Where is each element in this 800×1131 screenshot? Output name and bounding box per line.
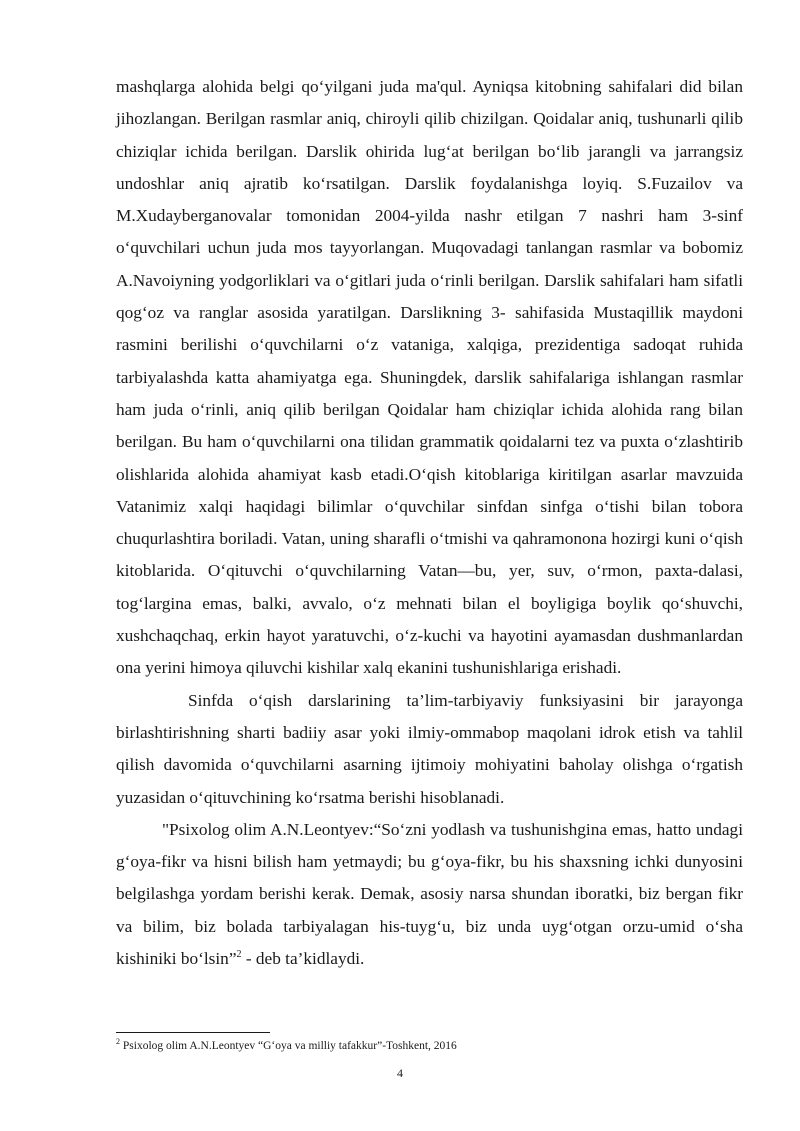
quote-text: "Psixolog olim A.N.Leontyev:“So‘zni yodlash va tushunishgina emas, hatto undagi g‘oya-fikr va hisni bilish ham yetmaydi; bu g‘oya-fikr, bu his shaxsning ichki dunyosini belgilashga yordam berishi kerak. Demak, asosiy narsa shundan iboratki, biz bergan fikr va bilim, biz bolada tarbiyalagan his-tuyg‘u, biz unda uyg‘otgan orzu-umid o‘sha kishiniki bo‘lsin” bbox=[116, 819, 743, 969]
body-paragraph-3-quote bbox=[116, 814, 743, 975]
footnote bbox=[116, 1039, 743, 1053]
page-number: 4 bbox=[397, 1066, 403, 1080]
document-body bbox=[116, 71, 743, 975]
footnote-text: Psixolog olim A.N.Leontyev “G‘oya va milliy tafakkur”-Toshkent, 2016 bbox=[120, 1040, 457, 1052]
body-paragraph-2: Sinfda o‘qish darslarining ta’lim-tarbiyaviy funksiyasini bir jarayonga birlashtirishning sharti badiiy asar yoki ilmiy-ommabop maqolani idrok etish va tahlil qilish davomida o‘quvchilarni asarning ijtimoiy mohiyatini baholay olishga o‘rgatish yuzasidan o‘qituvchining ko‘rsatma berishi hisoblanadi. bbox=[116, 690, 743, 807]
quote-attribution: - deb ta’kidlaydi. bbox=[241, 949, 365, 969]
footnote-reference: 2 bbox=[236, 949, 242, 961]
footnote-separator bbox=[116, 1032, 270, 1033]
footnote-number: 2 bbox=[116, 1037, 120, 1047]
body-paragraph-1: mashqlarga alohida belgi qo‘yilgani juda ma'qul. Ayniqsa kitobning sahifalari did bilan jihozlangan. Berilgan rasmlar aniq, chiroyli qilib chizilgan. Qoidalar aniq, tushunarli qilib chiziqlar ichida berilgan. Darslik ohirida lug‘at berilgan bo‘lib jarangli va jarrangsiz undoshlar aniq ajratib ko‘rsatilgan. Darslik foydalanishga loyiq. S.Fuzailov va M.Xudayberganovalar tomonidan 2004-yilda nashr etilgan 7 nashri ham 3-sinf o‘quvchilari uchun juda mos tayyorlangan. Muqovadagi tanlangan rasmlar va bobomiz A.Navoiyning yodgorliklari va o‘gitlari juda o‘rinli berilgan. Darslik sahifalari ham sifatli qog‘oz va ranglar asosida yaratilgan. Darslikning 3- sahifasida Mustaqillik maydoni rasmini berilishi o‘quvchilarni o‘z vataniga, xalqiga, prezidentiga sadoqat ruhida tarbiyalashda katta ahamiyatga ega. Shuningdek, darslik sahifalariga ishlangan rasmlar ham juda o‘rinli, aniq qilib berilgan Qoidalar ham chiziqlar ichida alohida rang bilan berilgan. Bu ham o‘quvchilarni ona tilidan grammatik qoidalarni tez va puxta o‘zlashtirib olishlarida alohida ahamiyat kasb etadi.O‘qish kitoblariga kiritilgan asarlar mavzuida Vatanimiz xalqi haqidagi bilimlar o‘quvchilar sinfdan sinfga o‘tishi bilan tobora chuqurlashtira boriladi. Vatan, uning sharafli o‘tmishi va qahramonona hozirgi kuni o‘qish kitoblarida. O‘qituvchi o‘quvchilarning Vatan—bu, yer, suv, o‘rmon, paxta-dalasi, tog‘largina emas, balki, avvalo, o‘z mehnati bilan el boyligiga boylik qo‘shuvchi, xushchaqchaq, erkin hayot yaratuvchi, o‘z-kuchi va hayotini ayamasdan dushmanlardan ona yerini himoya qiluvchi kishilar xalq ekanini tushunishlariga erishadi. bbox=[116, 77, 743, 678]
